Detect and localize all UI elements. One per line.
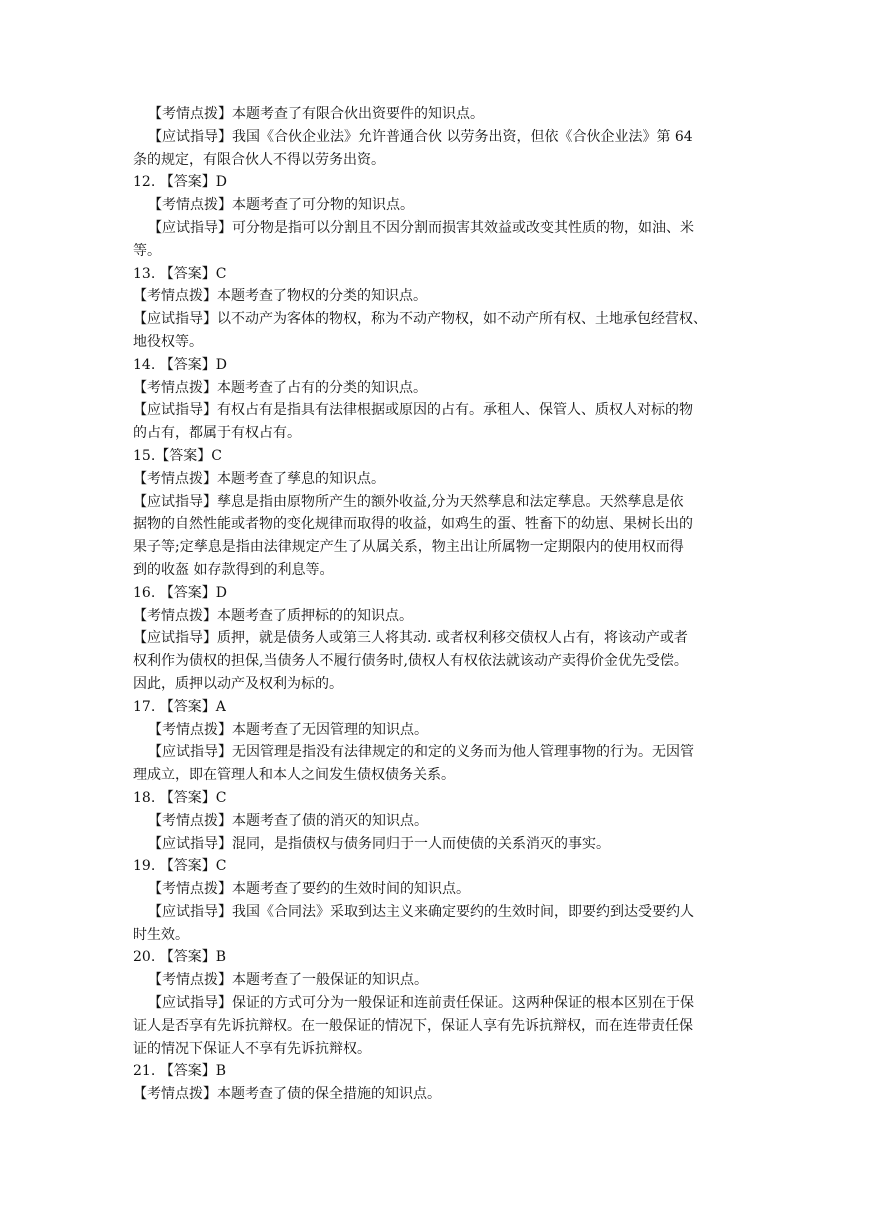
topic-hint-line: 【考情点拨】本题考查了要约的生效时间的知识点。 [148, 881, 470, 898]
topic-hint-line: 【考情点拨】本题考查了占有的分类的知识点。 [133, 379, 427, 396]
answer-line: 14. 【答案】D [133, 356, 227, 373]
text-line: 到的收盔 如存款得到的利息等。 [133, 561, 334, 578]
exam-guidance-line: 【应试指导】混同，是指债权与债务同归于一人而使债的关系消灭的事实。 [148, 835, 610, 852]
exam-guidance-line: 【应试指导】我国《合伙企业法》允许普通合伙 以劳务出资，但依《合伙企业法》第 64 [148, 128, 693, 145]
text-line: 理成立，即在管理人和本人之间发生债权债务关系。 [133, 767, 455, 784]
text-line: 时生效。 [133, 926, 189, 943]
text-line: 证的情况下保证人不享有先诉抗辩权。 [133, 1040, 371, 1057]
text-line: 因此，质押以动产及权利为标的。 [133, 675, 343, 692]
topic-hint-line: 【考情点拨】本题考查了债的消灭的知识点。 [148, 812, 428, 829]
text-line: 条的规定，有限合伙人不得以劳务出资。 [133, 151, 385, 168]
answer-line: 19. 【答案】C [133, 858, 227, 875]
answer-line: 16. 【答案】D [133, 584, 227, 601]
text-line: 果子等;定孳息是指由法律规定产生了从属关系，物主出让所属物一定期限内的使用权而得 [133, 539, 684, 556]
topic-hint-line: 【考情点拨】本题考查了孳息的知识点。 [133, 470, 385, 487]
text-line: 权利作为债权的担保,当债务人不履行债务时,债权人有权依法就该动产卖得价金优先受偿。 [133, 653, 688, 670]
answer-line: 13. 【答案】C [133, 265, 227, 282]
answer-line: 17. 【答案】A [133, 698, 226, 715]
answer-line: 21. 【答案】B [133, 1063, 227, 1080]
topic-hint-line: 【考情点拨】本题考查了可分物的知识点。 [148, 197, 414, 214]
topic-hint-line: 【考情点拨】本题考查了物权的分类的知识点。 [133, 288, 427, 305]
topic-hint-line: 【考情点拨】本题考查了一般保证的知识点。 [148, 972, 428, 989]
answer-line: 15.【答案】C [133, 447, 222, 464]
topic-hint-line: 【考情点拨】本题考查了债的保全措施的知识点。 [133, 1086, 441, 1103]
topic-hint-line: 【考情点拨】本题考查了有限合伙出资要件的知识点。 [148, 106, 484, 122]
answer-explanations [133, 103, 765, 1106]
text-line: 等。 [133, 242, 161, 259]
text-line: 据物的自然性能或者物的变化规律而取得的收益，如鸡生的蛋、牲畜下的幼崽、果树长出的 [133, 516, 693, 533]
exam-guidance-line: 【应试指导】无因管理是指没有法律规定的和定的义务而为他人管理事物的行为。无因管 [148, 744, 694, 761]
exam-guidance-line: 【应试指导】质押，就是债务人或第三人将其动. 或者权利移交债权人占有，将该动产或者 [133, 630, 688, 647]
answer-line: 12. 【答案】D [133, 174, 227, 191]
exam-guidance-line: 【应试指导】以不动产为客体的物权，称为不动产物权，如不动产所有权、土地承包经营权、 [133, 311, 707, 328]
answer-line: 18. 【答案】C [133, 789, 227, 806]
text-line: 的占有，都属于有权占有。 [133, 425, 301, 442]
exam-guidance-line: 【应试指导】有权占有是指具有法律根据或原因的占有。承租人、保管人、质权人对标的物 [133, 402, 693, 419]
exam-guidance-line: 【应试指导】孳息是指由原物所产生的额外收益,分为天然孳息和法定孳息。天然孳息是依 [133, 493, 684, 510]
exam-guidance-line: 【应试指导】我国《合同法》采取到达主义来确定要约的生效时间，即要约到达受要约人 [148, 903, 694, 920]
answer-line: 20. 【答案】B [133, 949, 227, 966]
topic-hint-line: 【考情点拨】本题考查了质押标的的知识点。 [133, 607, 413, 624]
topic-hint-line: 【考情点拨】本题考查了无因管理的知识点。 [148, 721, 428, 738]
exam-guidance-line: 【应试指导】可分物是指可以分割且不因分割而损害其效益或改变其性质的物，如油、米 [148, 219, 694, 236]
text-line: 地役权等。 [133, 333, 203, 350]
text-line: 证人是否享有先诉抗辩权。在一般保证的情况下，保证人享有先诉抗辩权，而在连带责任保 [133, 1017, 693, 1034]
exam-guidance-line: 【应试指导】保证的方式可分为一般保证和连前责任保证。这两种保证的根本区别在于保 [148, 995, 694, 1012]
